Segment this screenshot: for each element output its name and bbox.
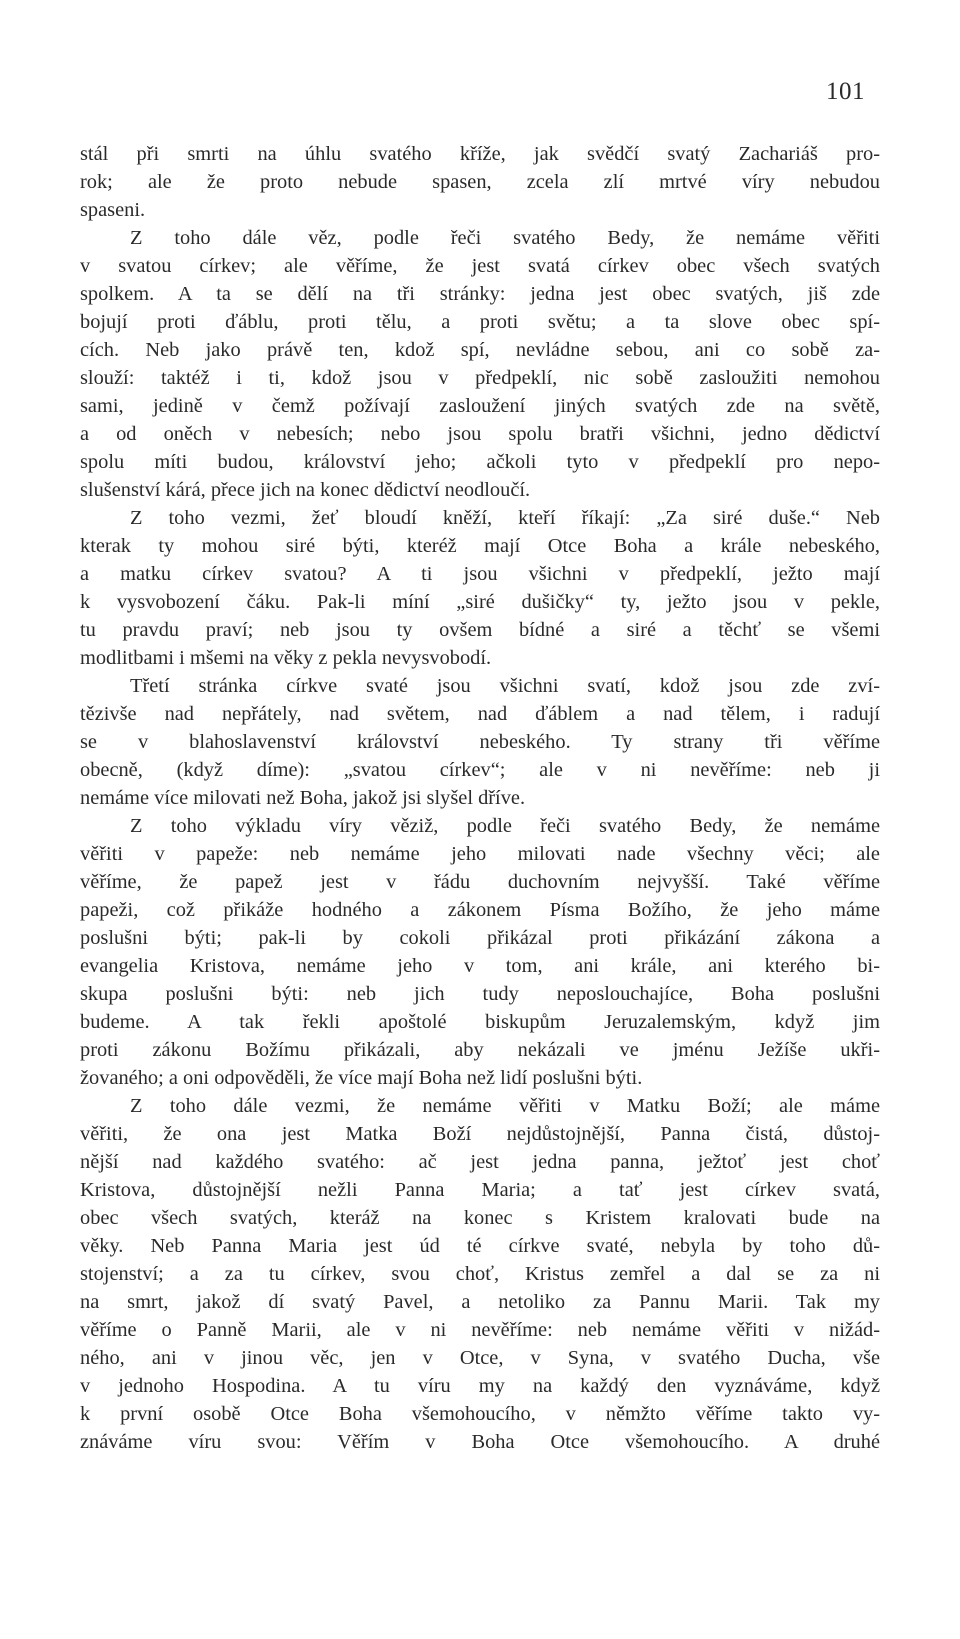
text-line: budeme. A tak řekli apoštolé biskupům Jeruzalemským, když jim	[80, 1011, 880, 1033]
text-line: nější nad každého svatého: ač jest jedna panna, ježtoť jest choť	[80, 1151, 880, 1173]
text-line: nemáme více milovati než Boha, jakož jsi slyšel dříve.	[80, 787, 526, 809]
text-line: papeži, což přikáže hodného a zákonem Písma Božího, že jeho máme	[80, 899, 880, 921]
text-line: tu pravdu praví; neb jsou ty ovšem bídné a siré a těchť se všemi	[80, 619, 880, 641]
text-line: žovaného; a oni odpověděli, že více mají Boha než lidí poslušni býti.	[80, 1067, 643, 1089]
text-line: k první osobě Otce Boha všemohoucího, v němžto věříme takto vy-	[80, 1403, 880, 1425]
text-line: evangelia Kristova, nemáme jeho v tom, ani krále, ani kterého bi-	[80, 955, 880, 977]
text-line: modlitbami i mšemi na věky z pekla nevysvobodí.	[80, 647, 492, 669]
text-line: spolu míti budou, království jeho; ačkoli tyto v předpeklí pro nepo-	[80, 451, 880, 473]
text-line: Z toho dále věz, podle řeči svatého Bedy, že nemáme věřiti	[130, 227, 880, 249]
text-line: slouží: taktéž i ti, kdož jsou v předpeklí, nic sobě zasloužiti nemohou	[80, 367, 880, 389]
text-line: stál při smrti na úhlu svatého kříže, jak svědčí svatý Zachariáš pro-	[80, 143, 880, 165]
text-line: věřiti, že ona jest Matka Boží nejdůstojnější, Panna čistá, důstoj-	[80, 1123, 880, 1145]
text-line: obecně, (když díme): „svatou církev“; ale v ni nevěříme: neb ji	[80, 759, 880, 781]
text-line: spaseni.	[80, 199, 146, 221]
text-line: Z toho výkladu víry věziž, podle řeči svatého Bedy, že nemáme	[130, 815, 880, 837]
text-line: cích. Neb jako právě ten, kdož spí, nevládne sebou, ani co sobě za-	[80, 339, 880, 361]
text-line: k vysvobození čáku. Pak-li míní „siré dušičky“ ty, ježto jsou v pekle,	[80, 591, 880, 613]
text-line: poslušni býti; pak-li by cokoli přikázal proti přikázání zákona a	[80, 927, 880, 949]
text-line: ného, ani v jinou věc, jen v Otce, v Syna, v svatého Ducha, vše	[80, 1347, 880, 1369]
text-line: v jednoho Hospodina. A tu víru my na každý den vyznáváme, když	[80, 1375, 880, 1397]
text-line: slušenství kárá, přece jich na konec dědictví neodloučí.	[80, 479, 531, 501]
text-line: obec všech svatých, kteráž na konec s Kristem kralovati bude na	[80, 1207, 880, 1229]
text-line: Třetí stránka církve svaté jsou všichni svatí, kdož jsou zde zví-	[130, 675, 880, 697]
text-line: znáváme víru svou: Věřím v Boha Otce všemohoucího. A druhé	[80, 1431, 880, 1453]
text-line: a od oněch v nebesích; nebo jsou spolu bratři všichni, jedno dědictví	[80, 423, 880, 445]
text-line: věky. Neb Panna Maria jest úd té církve svaté, nebyla by toho dů-	[80, 1235, 880, 1257]
text-line: spolkem. A ta se dělí na tři stránky: jedna jest obec svatých, jiš zde	[80, 283, 880, 305]
body-text	[80, 140, 880, 1456]
text-line: sami, jedině v čemž požívají zasloužení jiných svatých zde na světě,	[80, 395, 880, 417]
text-line: Z toho dále vezmi, že nemáme věřiti v Matku Boží; ale máme	[130, 1095, 880, 1117]
text-line: kterak ty mohou siré býti, kteréž mají Otce Boha a krále nebeského,	[80, 535, 880, 557]
text-line: věříme, že papež jest v řádu duchovním nejvyšší. Také věříme	[80, 871, 880, 893]
text-line: Kristova, důstojnější nežli Panna Maria; a tať jest církev svatá,	[80, 1179, 880, 1201]
text-line: bojují proti ďáblu, proti tělu, a proti světu; a ta slove obec spí-	[80, 311, 880, 333]
text-line: se v blahoslavenství království nebeského. Ty strany tři věříme	[80, 731, 880, 753]
text-line: rok; ale že proto nebude spasen, zcela zlí mrtvé víry nebudou	[80, 171, 880, 193]
text-line: proti zákonu Božímu přikázali, aby nekázali ve jménu Ježíše ukři-	[80, 1039, 880, 1061]
text-line: na smrt, jakož dí svatý Pavel, a netoliko za Pannu Marii. Tak my	[80, 1291, 880, 1313]
text-line: tězivše nad nepřátely, nad světem, nad ďáblem a nad tělem, i radují	[80, 703, 880, 725]
text-line: věřiti v papeže: neb nemáme jeho milovati nade všechny věci; ale	[80, 843, 880, 865]
text-line: stojenství; a za tu církev, svou choť, Kristus zemřel a dal se za ni	[80, 1263, 880, 1285]
text-line: věříme o Panně Marii, ale v ni nevěříme: neb nemáme věřiti v nižád-	[80, 1319, 880, 1341]
page-number: 101	[826, 78, 865, 105]
text-line: Z toho vezmi, žeť bloudí kněží, kteří říkají: „Za siré duše.“ Neb	[130, 507, 880, 529]
text-line: v svatou církev; ale věříme, že jest svatá církev obec všech svatých	[80, 255, 880, 277]
text-line: a matku církev svatou? A ti jsou všichni v předpeklí, ježto mají	[80, 563, 880, 585]
text-line: skupa poslušni býti: neb jich tudy neposlouchajíce, Boha poslušni	[80, 983, 880, 1005]
